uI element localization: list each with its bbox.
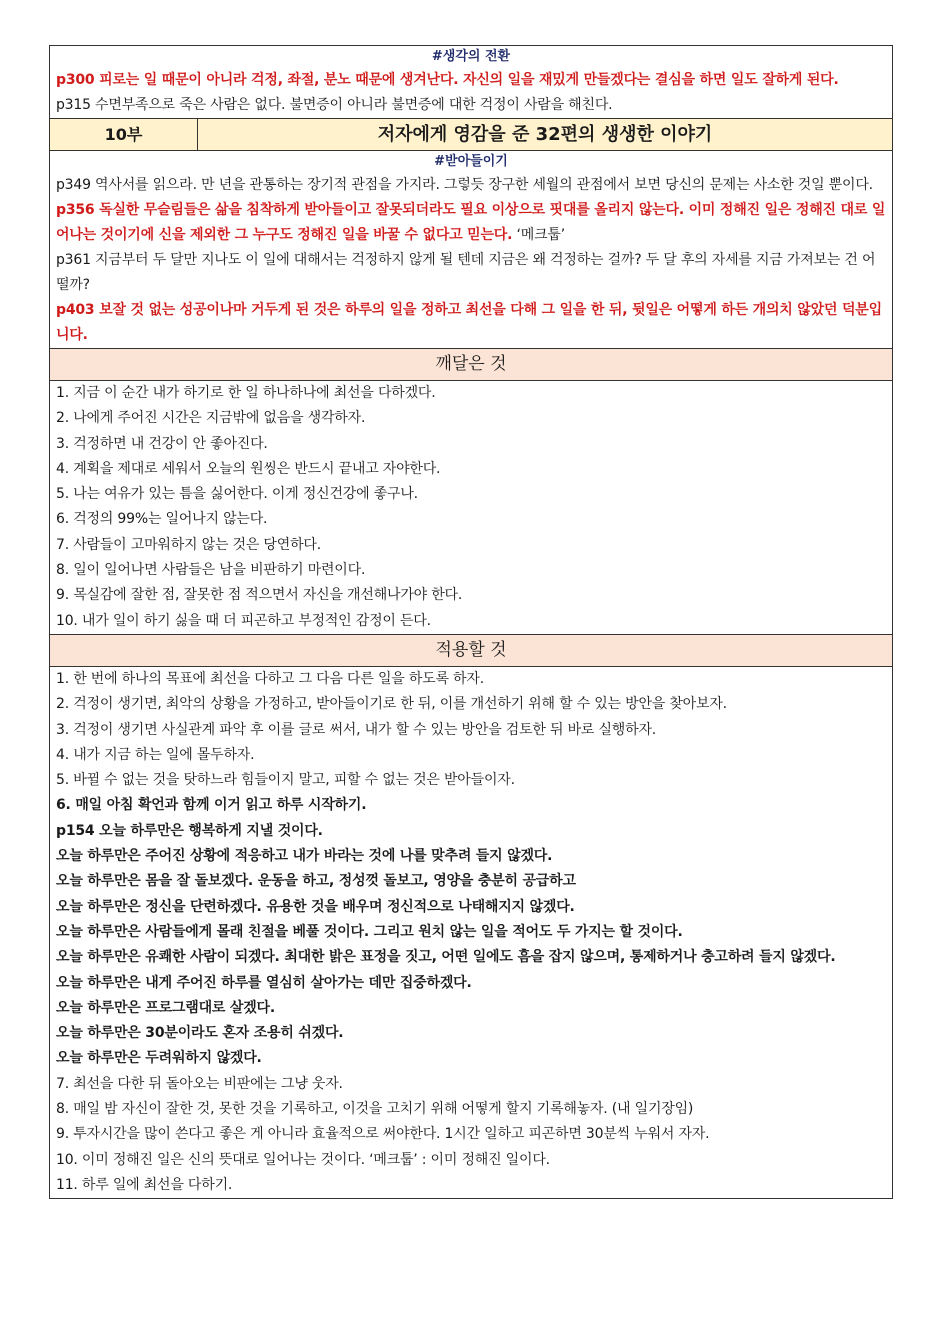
list-item: 2. 나에게 주어진 시간은 지금밖에 없음을 생각하자. xyxy=(56,410,366,427)
part-title: 저자에게 영감을 준 32편의 생생한 이야기 xyxy=(377,124,713,145)
list-item: 7. 최선을 다한 뒤 돌아오는 비판에는 그냥 웃자. xyxy=(56,1075,343,1092)
realized-list xyxy=(50,381,892,634)
list-item: 9. 목실감에 잘한 점, 잘못한 점 적으면서 자신을 개선해나가야 한다. xyxy=(56,587,463,604)
list-item: p154 오늘 하루만은 행복하게 지낼 것이다. xyxy=(56,822,323,839)
list-item: 4. 계획을 제대로 세워서 오늘의 원씽은 반드시 끝내고 자야한다. xyxy=(56,460,441,477)
list-item: 1. 지금 이 순간 내가 하기로 한 일 하나하나에 최선을 다하겠다. xyxy=(56,385,436,401)
quote-p349: p349 역사서를 읽으라. 만 년을 관통하는 장기적 관점을 가지라. 그렇듯 장구한 세월의 관점에서 보면 당신의 문제는 사소한 것일 뿐이다. xyxy=(56,177,873,193)
list-item: 5. 나는 여유가 있는 틈을 싫어한다. 이게 정신건강에 좋구나. xyxy=(56,486,418,503)
list-item: 7. 사람들이 고마워하지 않는 것은 당연하다. xyxy=(56,536,321,553)
list-item: 9. 투자시간을 많이 쓴다고 좋은 게 아니라 효율적으로 써야한다. 1시간 일하고 피곤하면 30분씩 누워서 자자. xyxy=(56,1126,710,1143)
realized-heading: 깨달은 것 xyxy=(50,348,892,381)
list-item: 8. 매일 밤 자신이 잘한 것, 못한 것을 기록하고, 이것을 고치기 위해 어떻게 할지 기록해놓자. (내 일기장임) xyxy=(56,1101,694,1118)
apply-heading: 적용할 것 xyxy=(50,634,892,667)
quote-p356 xyxy=(50,198,892,248)
section-heading: #받아들이기 xyxy=(434,154,508,169)
list-item: 6. 매일 아침 확언과 함께 이거 읽고 하루 시작하기. xyxy=(56,797,367,814)
list-item: 오늘 하루만은 주어진 상황에 적응하고 내가 바라는 것에 나를 맞추려 들지 않겠다. xyxy=(56,848,553,865)
quote-p361: p361 지금부터 두 달만 지나도 이 일에 대해서는 걱정하지 않게 될 텐데 지금은 왜 걱정하는 걸까? 두 달 후의 자세를 지금 가져보는 건 어떨까? xyxy=(56,252,876,293)
list-item: 오늘 하루만은 30분이라도 혼자 조용히 쉬겠다. xyxy=(56,1025,344,1042)
list-item: 오늘 하루만은 내게 주어진 하루를 열심히 살아가는 데만 집중하겠다. xyxy=(56,974,472,991)
list-item: 3. 걱정하면 내 건강이 안 좋아진다. xyxy=(56,435,268,452)
list-item: 오늘 하루만은 사람들에게 몰래 친절을 베풀 것이다. 그리고 원치 않는 일을 적어도 두 가지는 할 것이다. xyxy=(56,923,683,940)
list-item: 1. 한 번에 하나의 목표에 최선을 다하고 그 다음 다른 일을 하도록 하자. xyxy=(56,670,484,687)
list-item: 3. 걱정이 생기면 사실관계 파악 후 이를 글로 써서, 내가 할 수 있는 방안을 검토한 뒤 바로 실행하자. xyxy=(56,721,657,738)
list-item: 5. 바뀔 수 없는 것을 탓하느라 힘들이지 말고, 피할 수 없는 것은 받아들이자. xyxy=(56,772,515,789)
list-item: 6. 걱정의 99%는 일어나지 않는다. xyxy=(56,511,268,528)
quote-p300: p300 피로는 일 때문이 아니라 걱정, 좌절, 분노 때문에 생겨난다. 자신의 일을 재밌게 만들겠다는 결심을 하면 일도 잘하게 된다. xyxy=(56,72,839,88)
list-item: 10. 이미 정해진 일은 신의 뜻대로 일어나는 것이다. ‘메크툽’ : 이미 정해진 일이다. xyxy=(56,1151,550,1168)
quote-p403: p403 보잘 것 없는 성공이나마 거두게 된 것은 하루의 일을 정하고 최선을 다해 그 일을 한 뒤, 뒷일은 어떻게 하든 개의치 않았던 덕분입니다. xyxy=(56,302,882,343)
list-item: 11. 하루 일에 최선을 다하기. xyxy=(56,1176,233,1193)
list-item: 오늘 하루만은 유쾌한 사람이 되겠다. 최대한 밝은 표정을 짓고, 어떤 일에도 흠을 잡지 않으며, 통제하거나 충고하려 들지 않겠다. xyxy=(56,949,836,966)
part-header-row xyxy=(50,118,892,151)
list-item: 오늘 하루만은 프로그램대로 살겠다. xyxy=(56,999,275,1016)
list-item: 8. 일이 일어나면 사람들은 남을 비판하기 마련이다. xyxy=(56,562,366,579)
apply-list xyxy=(50,667,892,1198)
part-number: 10부 xyxy=(50,119,198,150)
list-item: 오늘 하루만은 두려워하지 않겠다. xyxy=(56,1050,262,1067)
list-item: 10. 내가 일이 하기 싫을 때 더 피곤하고 부정적인 감정이 든다. xyxy=(56,612,431,629)
list-item: 오늘 하루만은 정신을 단련하겠다. 유용한 것을 배우며 정신적으로 나태해지지 않겠다. xyxy=(56,898,575,915)
section-heading: #생각의 전환 xyxy=(431,49,511,64)
list-item: 2. 걱정이 생기면, 최악의 상황을 가정하고, 받아들이기로 한 뒤, 이를 개선하기 위해 할 수 있는 방안을 찾아보자. xyxy=(56,696,727,713)
list-item: 4. 내가 지금 하는 일에 몰두하자. xyxy=(56,746,255,763)
section-acceptance xyxy=(50,151,892,348)
section-thought-shift xyxy=(50,46,892,118)
quote-p356-suffix: ‘메크툽’ xyxy=(512,227,565,243)
quote-p356-text: p356 독실한 무슬림들은 삶을 침착하게 받아들이고 잘못되더라도 필요 이상으로 핏대를 올리지 않는다. 이미 정해진 일은 정해진 대로 일어나는 것이기에 신을 제외한 그 누구도 정해진 일을 바꿀 수 없다고 믿는다. xyxy=(56,202,886,243)
quote-p315: p315 수면부족으로 죽은 사람은 없다. 불면증이 아니라 불면증에 대한 걱정이 사람을 해친다. xyxy=(56,97,613,113)
document-table xyxy=(49,45,893,1199)
list-item: 오늘 하루만은 몸을 잘 돌보겠다. 운동을 하고, 정성껏 돌보고, 영양을 충분히 공급하고 xyxy=(56,873,576,890)
